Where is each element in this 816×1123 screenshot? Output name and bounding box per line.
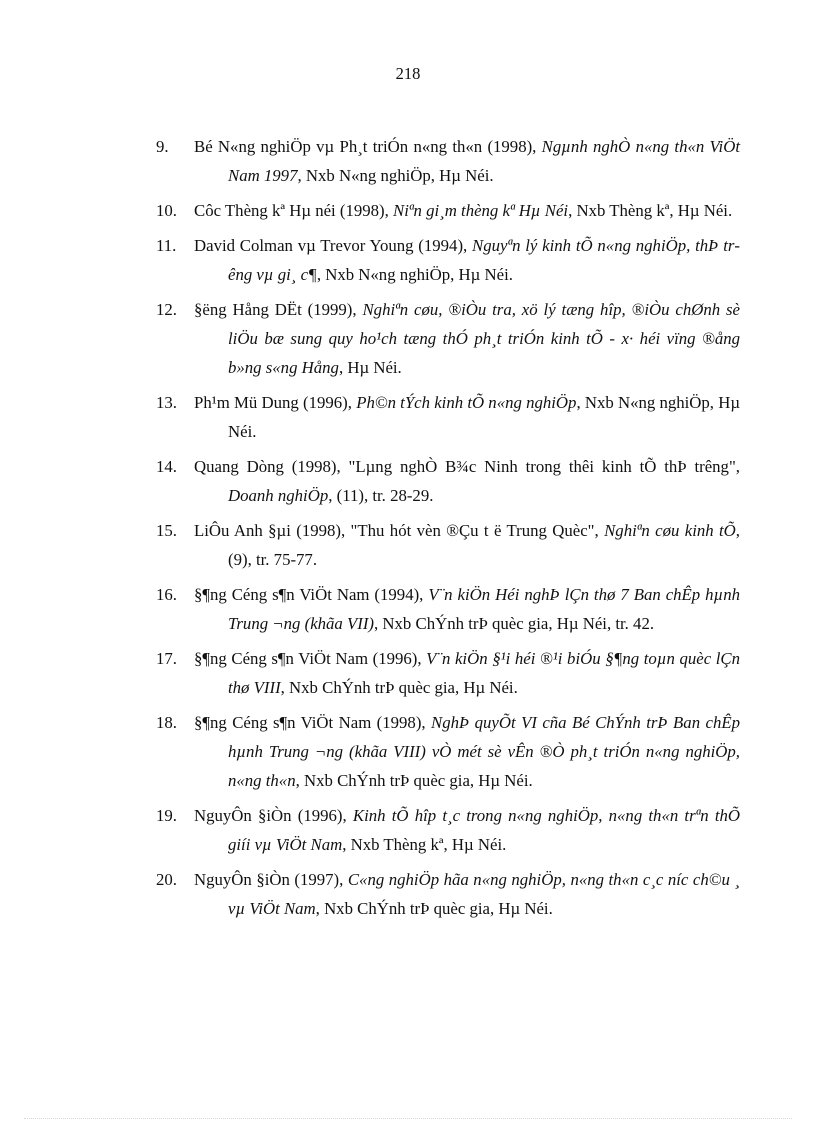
reference-publisher: , Nxb Thèng kª, Hµ Néi.: [342, 835, 507, 854]
reference-item: [156, 801, 740, 859]
reference-number: 12.: [156, 300, 177, 319]
page-bottom-divider: [24, 1118, 792, 1119]
reference-item: [156, 865, 740, 923]
reference-number: 16.: [156, 585, 177, 604]
reference-title: V¨n kiÖn §¹i héi ®¹i biÓu §¶ng toµn quèc lÇn thø VIII: [228, 649, 741, 697]
reference-publisher: , Nxb N«ng nghiÖp, Hµ Néi.: [297, 166, 494, 185]
reference-publisher: , (9), tr. 75-77.: [228, 521, 740, 569]
reference-author-year: §¶ng Céng s¶n ViÖt Nam (1996),: [194, 649, 427, 668]
reference-publisher: , Nxb N«ng nghiÖp, Hµ Néi.: [228, 393, 740, 441]
reference-title: Ph©n tÝch kinh tÕ n«ng nghiÖp: [356, 393, 577, 412]
reference-item: [156, 644, 740, 702]
reference-number: 15.: [156, 521, 177, 540]
reference-title: Kinh tÕ hîp t¸c trong n«ng nghiÖp, n«ng th«n trªn thÕ giíi vµ ViÖt Nam: [228, 806, 741, 854]
reference-title: C«ng nghiÖp hãa n«ng nghiÖp, n«ng th«n c¸c níc ch©u ¸ vµ ViÖt Nam: [228, 870, 740, 918]
reference-publisher: , Nxb ChÝnh trÞ quèc gia, Hµ Néi, tr. 42.: [374, 614, 655, 633]
reference-item: [156, 452, 740, 510]
reference-number: 18.: [156, 713, 177, 732]
reference-item: [156, 388, 740, 446]
reference-title: Nghiªn cøu kinh tÕ: [604, 521, 736, 540]
reference-item: [156, 708, 740, 795]
reference-item: [156, 196, 740, 225]
reference-number: 10.: [156, 201, 177, 220]
reference-author-year: LiÔu Anh §µi (1998), "Thu hót vèn ®Çu t ë Trung Quèc",: [194, 521, 605, 540]
reference-title: Nguyªn lý kinh tÕ n«ng nghiÖp, thÞ trêng vµ gi¸ c¶: [228, 236, 740, 284]
reference-author-year: NguyÔn §iÒn (1996),: [194, 806, 353, 825]
reference-list: [156, 132, 740, 929]
reference-item: [156, 295, 740, 382]
reference-title: Niªn gi¸m thèng kª Hµ Néi: [393, 201, 569, 220]
reference-author-year: Ph¹m Mü Dung (1996),: [194, 393, 357, 412]
reference-publisher: , Nxb ChÝnh trÞ quèc gia, Hµ Néi.: [280, 678, 518, 697]
reference-publisher: , (11), tr. 28-29.: [328, 486, 434, 505]
reference-number: 17.: [156, 649, 177, 668]
reference-number: 14.: [156, 457, 177, 476]
reference-number: 9.: [156, 137, 169, 156]
reference-number: 20.: [156, 870, 177, 889]
reference-author-year: NguyÔn §iÒn (1997),: [194, 870, 348, 889]
reference-author-year: Quang Dòng (1998), "Lµng nghÒ B¾c Ninh trong thêi kinh tÕ thÞ trêng",: [194, 457, 740, 476]
reference-title: Ngµnh nghÒ n«ng th«n ViÖt Nam 1997: [228, 137, 740, 185]
reference-item: [156, 516, 740, 574]
reference-number: 19.: [156, 806, 177, 825]
reference-number: 11.: [156, 236, 177, 255]
reference-publisher: , Nxb ChÝnh trÞ quèc gia, Hµ Néi.: [295, 771, 533, 790]
reference-title: V¨n kiÖn Héi nghÞ lÇn thø 7 Ban chÊp hµnh Trung ¬ng (khãa VII): [228, 585, 740, 633]
reference-item: [156, 231, 740, 289]
reference-title: Doanh nghiÖp: [228, 486, 329, 505]
reference-number: 13.: [156, 393, 177, 412]
reference-publisher: , Nxb ChÝnh trÞ quèc gia, Hµ Néi.: [315, 899, 553, 918]
reference-author-year: §ëng Hång DËt (1999),: [194, 300, 363, 319]
reference-author-year: Côc Thèng kª Hµ néi (1998),: [194, 201, 394, 220]
reference-publisher: , Hµ Néi.: [338, 358, 402, 377]
page-number: 218: [395, 64, 421, 83]
reference-author-year: David Colman vµ Trevor Young (1994),: [194, 236, 473, 255]
reference-title: Nghiªn cøu, ®iÒu tra, xö lý tæng hîp, ®iÒu chØnh sè liÖu bæ sung quy ho¹ch tæng thÓ ph¸t triÓn kinh tÕ - x· héi vïng ®ång b»ng s«ng Hång: [228, 300, 740, 377]
reference-title: NghÞ quyÕt VI cña Bé ChÝnh trÞ Ban chÊp hµnh Trung ¬ng (khãa VIII) vÒ mét sè vÊn ®Ò ph¸t triÓn n«ng nghiÖp, n«ng th«n: [228, 713, 740, 790]
reference-item: [156, 580, 740, 638]
reference-publisher: , Nxb Thèng kª, Hµ Néi.: [568, 201, 733, 220]
reference-author-year: §¶ng Céng s¶n ViÖt Nam (1994),: [194, 585, 429, 604]
reference-author-year: Bé N«ng nghiÖp vµ Ph¸t triÓn n«ng th«n (1998),: [194, 137, 542, 156]
reference-publisher: , Nxb N«ng nghiÖp, Hµ Néi.: [316, 265, 513, 284]
reference-author-year: §¶ng Céng s¶n ViÖt Nam (1998),: [194, 713, 432, 732]
reference-item: [156, 132, 740, 190]
